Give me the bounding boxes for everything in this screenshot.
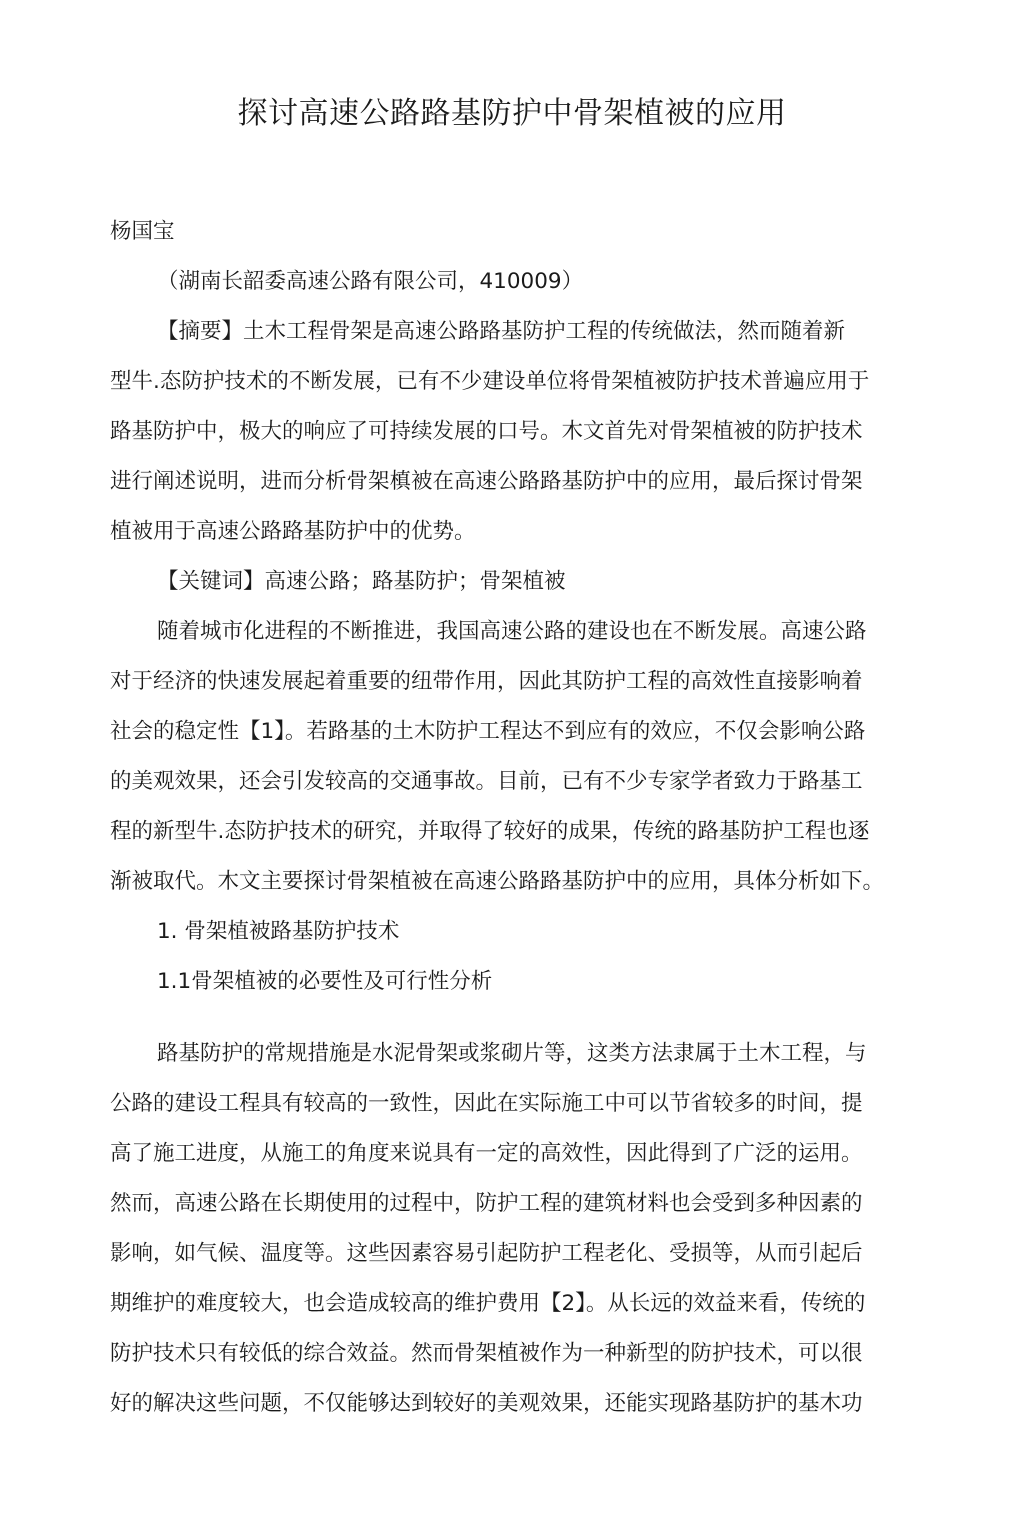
intro-line: 社会的稳定性【1】。若路基的土木防护工程达不到应有的效应，不仅会影响公路	[110, 719, 866, 744]
abstract-line: 植被用于高速公路路基防护中的优势。	[110, 519, 476, 544]
intro-line: 对于经济的快速发展起着重要的纽带作用，因此其防护工程的高效性直接影响着	[110, 669, 863, 694]
body-line: 防护技术只有较低的综合效益。然而骨架植被作为一种新型的防护技术，可以很	[110, 1341, 863, 1366]
body-line: 高了施工进度，从施工的角度来说具有一定的高效性，因此得到了广泛的运用。	[110, 1141, 863, 1166]
subsection-heading: 1.1骨架植被的必要性及可行性分析	[157, 969, 493, 994]
body-line: 好的解决这些问题，不仅能够达到较好的美观效果，还能实现路基防护的基木功	[110, 1391, 863, 1416]
abstract-line: 进行阐述说明，进而分析骨架槙被在高速公路路基防护中的应用，最后探讨骨架	[110, 469, 863, 494]
intro-line: 渐被取代。木文主要探讨骨架植被在高速公路路基防护中的应用，具体分析如下。	[110, 869, 885, 894]
body-line: 公路的建设工程具有较高的一致性，因此在实际施工中可以节省较多的时间，提	[110, 1091, 863, 1116]
body-line: 然而，高速公路在长期使用的过程中，防护工程的建筑材料也会受到多种因素的	[110, 1191, 863, 1216]
author-name: 杨国宝	[110, 219, 175, 244]
body-line: 路基防护的常规措施是水泥骨架或浆砌片等，这类方法隶属于土木工程，与	[157, 1041, 867, 1066]
body-line: 期维护的难度较大，也会造成较高的维护费用【2】。从长远的效益来看，传统的	[110, 1291, 866, 1316]
page-title: 探讨高速公路路基防护中骨架植被的应用	[237, 96, 787, 131]
section-heading: 1. 骨架植被路基防护技术	[157, 919, 400, 944]
abstract-line: 型牛.态防护技术的不断发展，已有不少建设单位将骨架植被防护技术普遍应用于	[110, 369, 870, 394]
author-affiliation: （湖南长韶委高速公路有限公司，410009）	[157, 269, 584, 294]
intro-line: 程的新型牛.态防护技术的研究，并取得了较好的成果，传统的路基防护工程也逐	[110, 819, 870, 844]
intro-line: 的美观效果，还会引发较高的交通事故。目前，已有不少专家学者致力于路基工	[110, 769, 863, 794]
abstract-line: 【摘要】土木工程骨架是高速公路路基防护工程的传统做法，然而随着新	[157, 319, 846, 344]
keywords-line: 【关键词】高速公路；路基防护；骨架植被	[157, 569, 566, 594]
intro-line: 随着城市化进程的不断推进，我国高速公路的建设也在不断发展。高速公路	[157, 619, 867, 644]
abstract-line: 路基防护中，极大的响应了可持续发展的口号。木文首先对骨架植被的防护技术	[110, 419, 863, 444]
body-line: 影响，如气候、温度等。这些因素容易引起防护工程老化、受损等，从而引起后	[110, 1241, 863, 1266]
